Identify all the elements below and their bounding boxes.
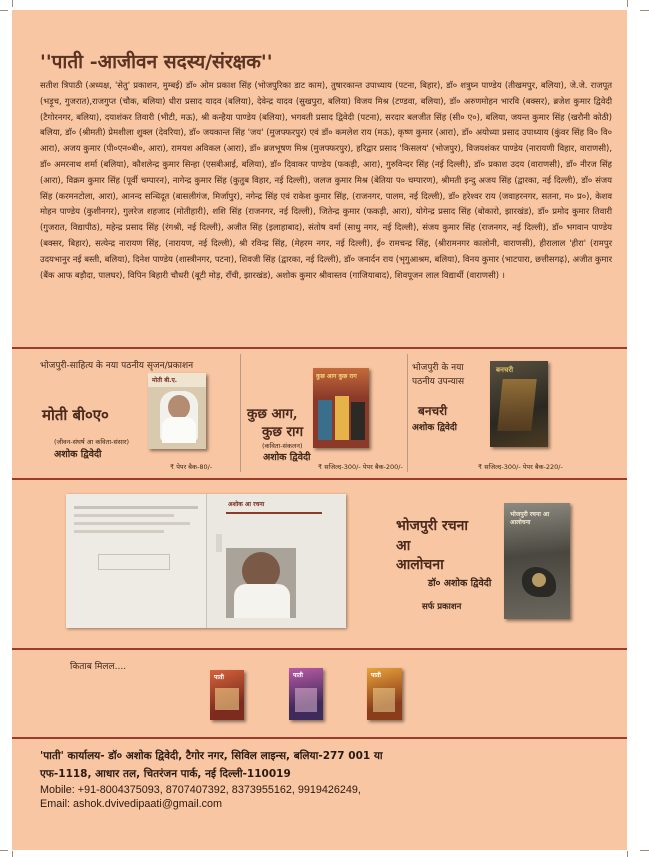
book-price: ₹ सजिल्द-300/- पेपर बैक-200/- — [318, 463, 403, 471]
book-author: अशोक द्विवेदी — [412, 423, 457, 433]
magazine-cover — [289, 668, 323, 720]
cover-title: बनचरी — [496, 366, 514, 374]
book-author: अशोक द्विवेदी — [263, 452, 311, 463]
cover-title: भोजपुरी रचना आ आलोचना — [510, 511, 550, 526]
book-cover-kuchh-aag — [313, 368, 369, 448]
back-cover-title: अशोक आ रचना — [228, 501, 265, 508]
magazine-title: पाती — [293, 672, 303, 679]
contact-email: Email: ashok.dvivedipaati@gmail.com — [40, 798, 222, 810]
section-divider — [12, 478, 627, 480]
book-price: ₹ पेपर बैक-80/- — [170, 463, 213, 471]
magazine-cover — [367, 668, 402, 720]
section-divider — [12, 648, 627, 650]
book-title: मोती बी०ए० — [42, 406, 109, 424]
feature-author: डॉ० अशोक द्विवेदी — [428, 578, 492, 589]
cover-title: कुछ आग कुछ राग — [316, 373, 357, 380]
book-title-line2: कुछ राग — [262, 424, 304, 440]
book-subtitle: (जीवन-संघर्ष आ कविता-संसार) — [54, 438, 130, 446]
magazine-title: पाती — [214, 674, 224, 681]
crop-mark — [12, 851, 13, 857]
column-divider — [240, 354, 241, 472]
address-line-1: 'पाती' कार्यालय- डॉ० अशोक द्विवेदी, टैगोर नगर, सिविल लाइन्स, बलिया-277 001 या — [40, 750, 383, 762]
crop-mark — [0, 850, 8, 851]
feature-title-line2: आ — [396, 538, 411, 554]
crop-mark — [12, 0, 13, 7]
section-label: पठनीय उपन्यास — [412, 377, 465, 387]
membership-list: सतीश त्रिपाठी (अध्यक्ष, 'सेतु' प्रकाशन, मुम्बई) डॉ० ओम प्रकाश सिंह (भोजपुरिका डाट काम), तुषारकान्त उपाध्याय (पटना, बिहार), डॉ० शत्रुघ्न पाण्डेय (तीखमपुर, बलिया), जे.जे. राजपूत (भड़ूच, गुजरात),राजगुप्त (चौक, बलिया) धीरा प्रसाद यादव (बलिया), देवेन्द्र यादव (सुखपुरा, बलिया) विजय मिश्र (टण्डवा, बलिया), डॉ० अरुणमोहन भारवि (बक्सर), ब्रजेश कुमार द्विवेदी (टैगोरनगर, बलिया), दयाशंकर तिवारी (भीटी, मऊ), श्री कन्हैया पाण्डेय (बलिया), भगवती प्रसाद द्विवेदी (पटना), सरदार बलजीत सिंह (सी० ए०), बलिया, जयन्त कुमार सिंह (खरौनी कोठी) बलिया, डॉ० (श्रीमती) प्रेमशीला शुक्ल (देवरिया), डॉ० जयकान्त सिंह 'जय' (मुजफ्फरपुर) एवं डॉ० कमलेश राय (मऊ), कृष्ण कुमार (आरा), डॉ० अयोध्या प्रसाद उपाध्याय (कुंवर सिंह वि० वि० आरा), अजय कुमार (पी०एन०बी०, आरा), रामयश अविकल (आरा), डॉ० ब्रजभूषण मिश्र (मुजफ्फरपुर), हरिद्वार प्रसाद 'किसलय' (भोजपुर), विजयशंकर पाण्डेय (नारायणी विहार, वाराणसी), डॉ० अमरनाथ शर्मा (बलिया), कौशलेन्द्र कुमार सिन्हा (एसबीआई, बलिया), डॉ० दिवाकर पाण्डेय (फकड़ी, आरा), गुरुविन्दर सिंह (नई दिल्ली), डॉ० प्रकाश उदय (वाराणसी), डॉ० नीरज सिंह (आरा), विक्रम कुमार सिंह (पूर्वी चम्पारन), नागेन्द्र कुमार सिंह (कुतुब विहार, नई दिल्ली), जलज कुमार मिश्र (बेतिया प० चम्पारण), श्रीमती इन्दु अजय सिंह (द्वारका, नई दिल्ली), डॉ० संजय सिंह (करमनटोला, आरा), आनन्द सन्धिदूत (बासलीगंज, मिर्जापुर), नगेन्द्र सिंह एवं राकेश कुमार सिंह, (राजनगर, पालम, नई दिल्ली), डॉ० हरेश्वर राय (जवाहरनगर, सतना, म० प्र०), केशव मोहन पाण्डेय (कुशीनगर), गुलरेज शहजाद (मोतीहारी), शशि सिंह (राजनगर, नई दिल्ली), जितेन्द्र कुमार (फकड़ी, आरा), योगेन्द्र प्रसाद सिंह (बोकारो, झारखंड), डॉ० प्रमोद कुमार तिवारी (गुजरात, विद्यापीठ), महेन्द्र प्रसाद सिंह (रंगश्री, नई दिल्ली), अजीत सिंह (इलाहाबाद), संतोष वर्मा (साधु नगर, नई दिल्ली), संजय कुमार सिंह (राजनगर, नई दिल्ली), डॉ० भगवान पाण्डेय (बक्सर, बिहार), सत्येन्द्र नारायण सिंह, (नारायण, नई दिल्ली), श्री रविन्द्र सिंह, (मेहरम नगर, नई दिल्ली), ई० रामचन्द्र सिंह, (श्रीरामनगर कालोनी, वाराणसी), हीरालाल 'हीरा' (रामपुर उदयभानुर नई बस्ती, बलिया), दिनेश पाण्डेय (शास्त्रीनगर, पटना), शिवजी सिंह (द्वारका, नई दिल्ली), डॉ० जनार्दन राय (भृगुआश्रम, बलिया), विनय कुमार (भाटपारा, छत्तीसगढ़), अजीत कुमार (बैंक आफ बड़ौदा, पालघर), विपिन बिहारी चौधरी (बूटी मोड़, राँची, झारखंड), अशोक कुमार श्रीवास्तव (गाजियाबाद), शिवपूजन लाल विद्यार्थी (वाराणसी) । — [40, 80, 612, 280]
book-open-spread — [66, 494, 346, 628]
book-cover-banchari — [490, 361, 548, 447]
contact-mobile: Mobile: +91-8004375093, 8707407392, 8373955162, 9919426249, — [40, 784, 361, 796]
section-divider — [12, 737, 627, 739]
address-line-2: एफ-1118, आधार तल, चितरंजन पार्क, नई दिल्ली-110019 — [40, 768, 291, 780]
book-title: बनचरी — [418, 404, 448, 418]
membership-title: ''पाती -आजीवन सदस्य/संरक्षक'' — [40, 51, 273, 73]
available-label: किताब मिलल.... — [70, 662, 127, 672]
column-divider — [407, 354, 408, 472]
section-label: भोजपुरी के नया — [412, 363, 464, 373]
crop-mark — [640, 10, 649, 11]
feature-title-line3: आलोचना — [396, 557, 444, 573]
section-divider — [12, 347, 627, 349]
crop-mark — [0, 10, 8, 11]
crop-mark — [640, 850, 649, 851]
book-cover-moti-ba — [148, 373, 206, 449]
book-price: ₹ सजिल्द-300/- पेपर बैक-220/- — [478, 463, 563, 471]
magazine-title: पाती — [371, 672, 381, 679]
section-label: भोजपुरी-साहित्य के नया पठनीय सृजन/प्रकाशन — [40, 361, 194, 371]
book-cover-bhojpuri-rachna — [504, 503, 570, 619]
book-title-line1: कुछ आग, — [247, 406, 298, 422]
cover-title: मोती बी.ए. — [152, 377, 178, 384]
crop-mark — [627, 0, 628, 7]
crop-mark — [627, 851, 628, 857]
feature-title-line1: भोजपुरी रचना — [396, 518, 469, 534]
feature-publisher: सर्फ प्रकाशन — [422, 602, 462, 612]
book-author: अशोक द्विवेदी — [54, 449, 102, 460]
magazine-cover — [210, 670, 244, 720]
book-subtitle: (कविता-संकलन) — [262, 442, 303, 450]
